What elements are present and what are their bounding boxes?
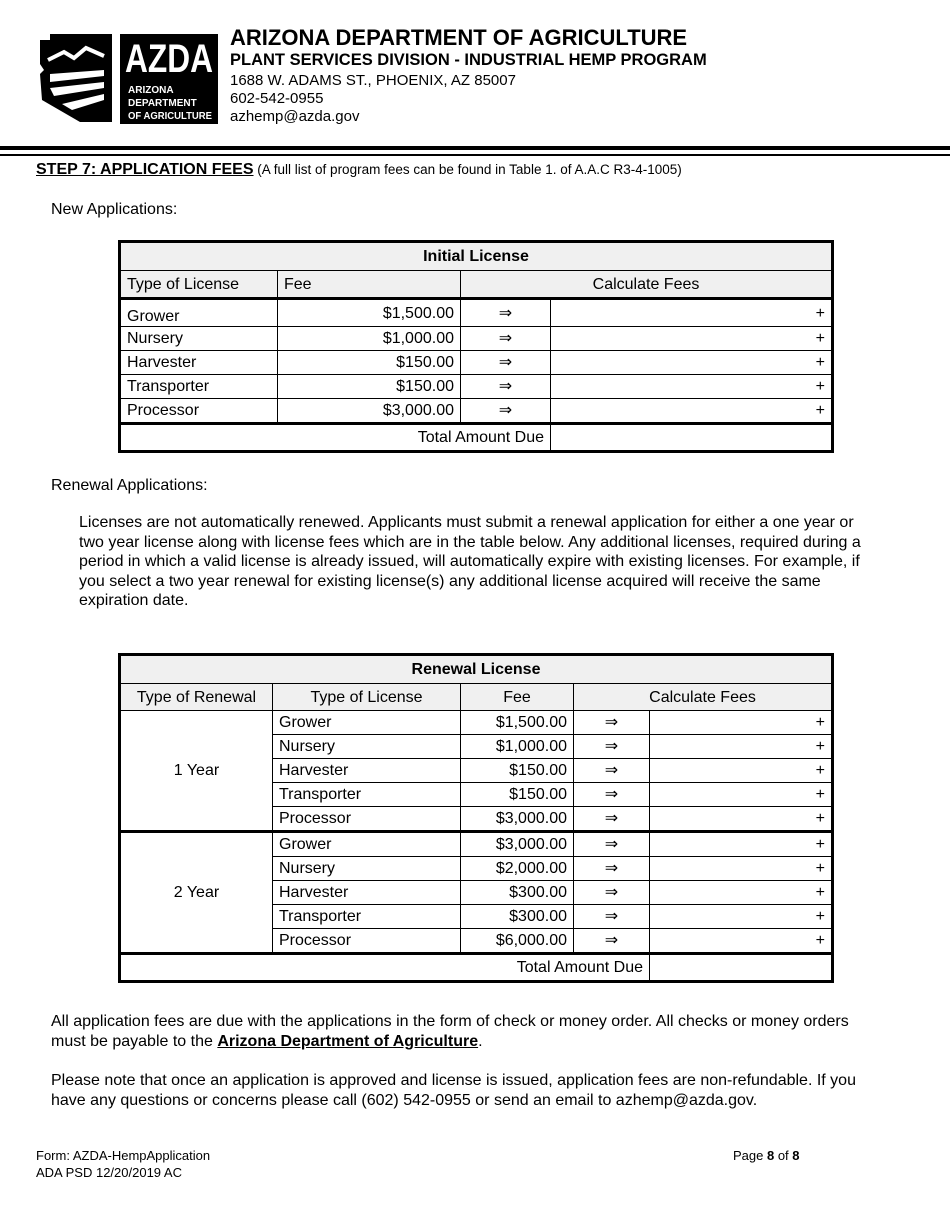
payment-text: All application fees are due with the applications in the form of check or money order. All checks or money orders must be payable to the — [51, 1013, 849, 1050]
fee: $3,000.00 — [278, 399, 461, 424]
fee: $150.00 — [461, 783, 574, 807]
total-label: Total Amount Due — [120, 954, 650, 982]
svg-text:OF AGRICULTURE: OF AGRICULTURE — [128, 111, 213, 122]
svg-text:AZDA: AZDA — [125, 37, 213, 81]
arrow-icon: ⇒ — [461, 327, 551, 351]
arrow-icon: ⇒ — [574, 783, 650, 807]
arrow-icon: ⇒ — [574, 807, 650, 832]
fee: $6,000.00 — [461, 929, 574, 954]
email: azhemp@azda.gov — [230, 108, 360, 125]
arrow-icon: ⇒ — [574, 711, 650, 735]
calculate-field[interactable]: + — [650, 711, 833, 735]
fee: $150.00 — [461, 759, 574, 783]
svg-text:DEPARTMENT: DEPARTMENT — [128, 98, 197, 109]
divider — [0, 146, 950, 150]
table-row — [120, 299, 833, 327]
license-type: Harvester — [120, 351, 278, 375]
fee: $300.00 — [461, 905, 574, 929]
azda-logo — [40, 34, 218, 124]
fee: $1,000.00 — [461, 735, 574, 759]
arrow-icon: ⇒ — [574, 735, 650, 759]
total-label: Total Amount Due — [120, 424, 551, 452]
step-heading — [36, 160, 682, 179]
license-type: Transporter — [273, 905, 461, 929]
page-of: of — [774, 1148, 793, 1163]
divider — [0, 154, 950, 156]
license-type: Grower — [273, 832, 461, 857]
page-prefix: Page — [733, 1148, 767, 1163]
renewal-term: 2 Year — [120, 832, 273, 954]
col-header: Type of License — [273, 684, 461, 711]
col-header: Calculate Fees — [461, 271, 833, 299]
arrow-icon: ⇒ — [574, 857, 650, 881]
license-type: Harvester — [273, 759, 461, 783]
calculate-field[interactable]: + — [551, 399, 833, 424]
fee: $300.00 — [461, 881, 574, 905]
table-title: Renewal License — [120, 655, 833, 684]
arrow-icon: ⇒ — [461, 351, 551, 375]
total-field[interactable] — [650, 954, 833, 982]
table-row — [120, 375, 833, 399]
fee: $3,000.00 — [461, 807, 574, 832]
renewal-applications-label: Renewal Applications: — [51, 477, 208, 494]
calculate-field[interactable]: + — [650, 905, 833, 929]
payment-end: . — [478, 1032, 483, 1050]
renewal-paragraph: Licenses are not automatically renewed. Applicants must submit a renewal application for either a one year or two year license along with license fees which are in the table below. Any additional licenses, required during a period in which a valid license is already issued, will automatically expire with existing licenses. For example, if you select a two year renewal for existing license(s) any additional license acquired will receive the same expiration date. — [79, 514, 861, 610]
fee: $150.00 — [278, 375, 461, 399]
arrow-icon: ⇒ — [574, 881, 650, 905]
arrow-icon: ⇒ — [461, 399, 551, 424]
fee: $3,000.00 — [461, 832, 574, 857]
form-id: Form: AZDA-HempApplication — [36, 1148, 211, 1163]
arrow-icon: ⇒ — [574, 905, 650, 929]
table-row — [120, 327, 833, 351]
step-title: STEP 7: APPLICATION FEES — [36, 161, 254, 178]
refund-paragraph: Please note that once an application is approved and license is issued, application fees are non-refundable. If you have any questions or concerns please call (602) 542-0955 or send an email to azhemp@azda.gov. — [51, 1072, 856, 1109]
division-name: PLANT SERVICES DIVISION - INDUSTRIAL HEMP PROGRAM — [230, 51, 707, 69]
license-type: Grower — [120, 299, 278, 327]
calculate-field[interactable]: + — [650, 807, 833, 832]
license-type: Grower — [273, 711, 461, 735]
license-type: Processor — [120, 399, 278, 424]
calculate-field[interactable]: + — [551, 299, 833, 327]
payment-paragraph — [51, 1012, 881, 1051]
fee: $1,500.00 — [461, 711, 574, 735]
arrow-icon: ⇒ — [574, 832, 650, 857]
payee-name: Arizona Department of Agriculture — [217, 1032, 479, 1050]
license-type: Transporter — [120, 375, 278, 399]
page-number — [733, 1148, 800, 1164]
table-row — [120, 711, 833, 735]
license-type: Nursery — [120, 327, 278, 351]
calculate-field[interactable]: + — [650, 857, 833, 881]
arrow-icon: ⇒ — [574, 929, 650, 954]
calculate-field[interactable]: + — [650, 759, 833, 783]
license-type: Harvester — [273, 881, 461, 905]
address: 1688 W. ADAMS ST., PHOENIX, AZ 85007 — [230, 72, 516, 89]
total-pages: 8 — [792, 1148, 800, 1163]
license-type: Transporter — [273, 783, 461, 807]
new-applications-label: New Applications: — [51, 201, 178, 218]
license-type: Processor — [273, 807, 461, 832]
col-header: Type of License — [120, 271, 278, 299]
step-note: (A full list of program fees can be found in Table 1. of A.A.C R3-4-1005) — [257, 162, 682, 177]
org-name: ARIZONA DEPARTMENT OF AGRICULTURE — [230, 25, 688, 50]
fee: $150.00 — [278, 351, 461, 375]
calculate-field[interactable]: + — [650, 881, 833, 905]
renewal-license-table — [118, 653, 834, 983]
arrow-icon: ⇒ — [574, 759, 650, 783]
license-type: Processor — [273, 929, 461, 954]
table-row — [120, 399, 833, 424]
current-page: 8 — [766, 1148, 775, 1163]
table-title: Initial License — [120, 242, 833, 271]
col-header: Type of Renewal — [120, 684, 273, 711]
calculate-field[interactable]: + — [650, 929, 833, 954]
total-field[interactable] — [551, 424, 833, 452]
table-row — [120, 832, 833, 857]
initial-license-table — [118, 240, 834, 453]
calculate-field[interactable]: + — [551, 327, 833, 351]
calculate-field[interactable]: + — [650, 735, 833, 759]
col-header: Fee — [461, 684, 574, 711]
svg-text:ARIZONA: ARIZONA — [128, 85, 174, 96]
table-row — [120, 351, 833, 375]
arrow-icon: ⇒ — [461, 375, 551, 399]
calculate-field[interactable]: + — [650, 783, 833, 807]
license-type: Nursery — [273, 735, 461, 759]
ada-id: ADA PSD 12/20/2019 AC — [36, 1165, 182, 1180]
renewal-term: 1 Year — [120, 711, 273, 832]
phone: 602-542-0955 — [230, 90, 324, 107]
fee: $2,000.00 — [461, 857, 574, 881]
arrow-icon: ⇒ — [461, 299, 551, 327]
col-header: Fee — [278, 271, 461, 299]
fee: $1,000.00 — [278, 327, 461, 351]
calculate-field[interactable]: + — [551, 351, 833, 375]
calculate-field[interactable]: + — [551, 375, 833, 399]
license-type: Nursery — [273, 857, 461, 881]
col-header: Calculate Fees — [574, 684, 833, 711]
fee: $1,500.00 — [278, 299, 461, 327]
calculate-field[interactable]: + — [650, 832, 833, 857]
